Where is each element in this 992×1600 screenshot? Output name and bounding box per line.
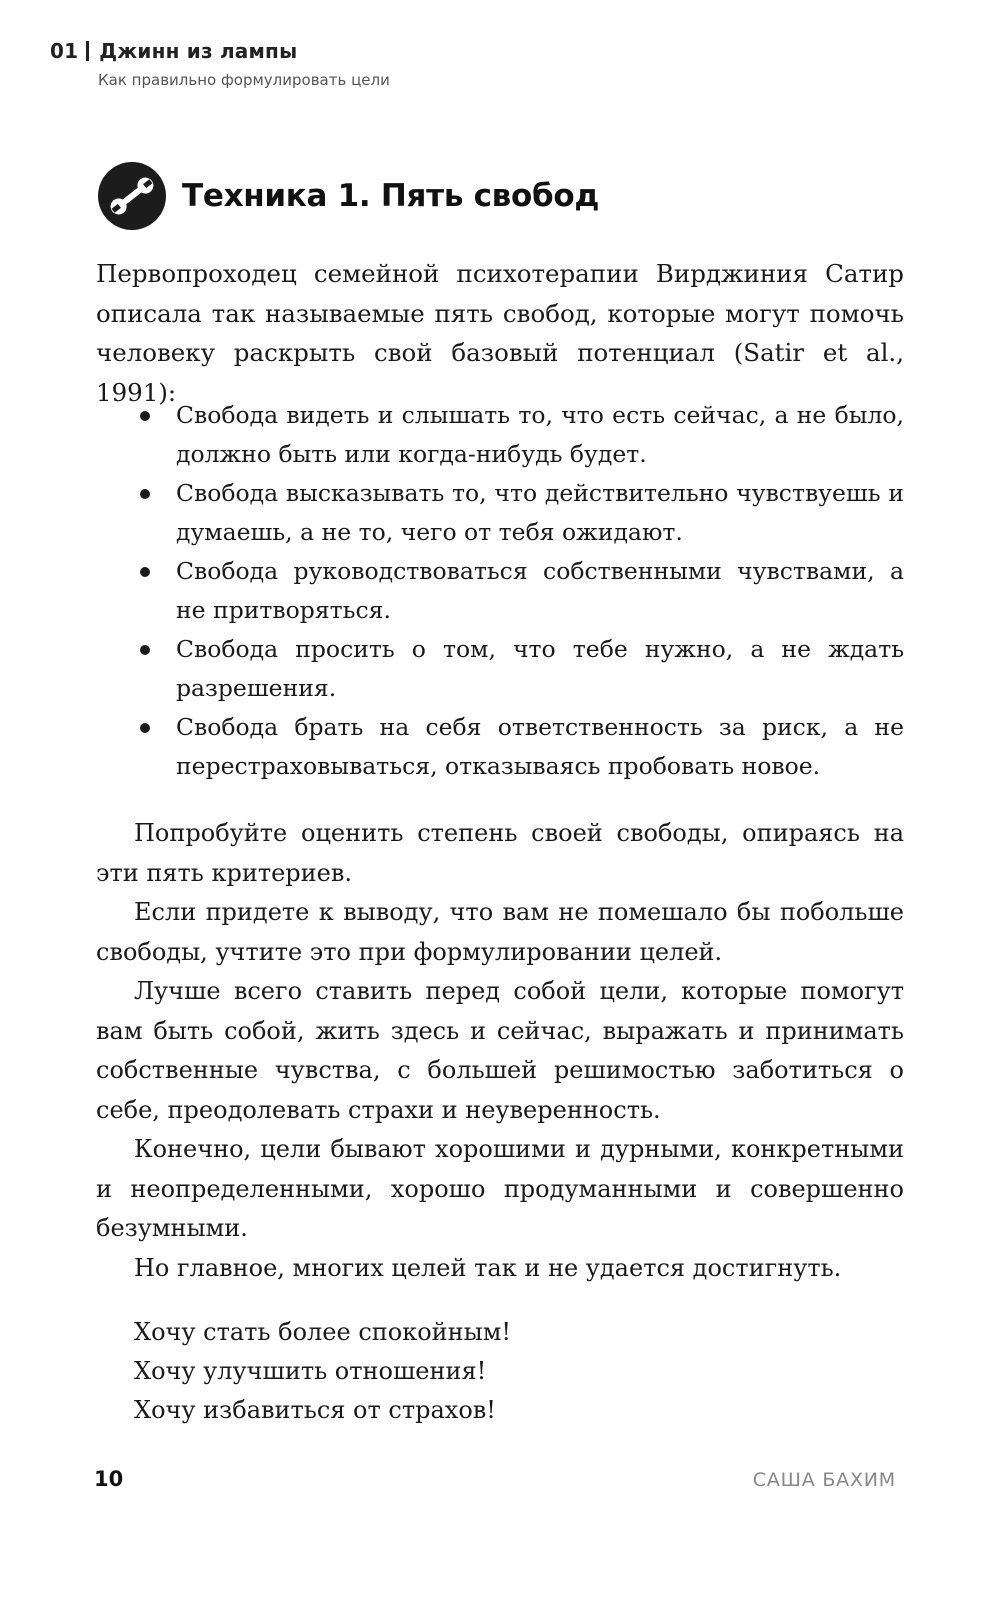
bullet-icon — [140, 411, 150, 421]
section-header — [98, 162, 599, 230]
freedoms-list — [96, 396, 904, 786]
exclamation-line: Хочу избавиться от страхов! — [134, 1396, 496, 1424]
chapter-number: 01 — [50, 39, 79, 63]
bullet-icon — [140, 489, 150, 499]
exclamation-line: Хочу улучшить отношения! — [134, 1357, 487, 1385]
paragraph: Лучше всего ставить перед собой цели, которые помогут вам быть собой, жить здесь и сейчас, выражать и принимать собственные чувства, с большей решимостью заботиться о себе, преодолевать страхи и неуверенность. — [96, 977, 904, 1124]
list-item-text: Свобода руководствоваться собственными чувствами, а не притворяться. — [176, 557, 904, 624]
list-item-text: Свобода просить о том, что тебе нужно, а не ждать разрешения. — [176, 635, 904, 702]
exclamation-line: Хочу стать более спокойным! — [134, 1318, 512, 1346]
bullet-icon — [140, 645, 150, 655]
bullet-icon — [140, 567, 150, 577]
paragraph: Попробуйте оценить степень своей свободы, опираясь на эти пять критериев. — [96, 819, 904, 887]
page-number: 10 — [94, 1467, 124, 1491]
list-item — [96, 552, 904, 630]
intro-paragraph: Первопроходец семейной психотерапии Вирджиния Сатир описала так называемые пять свобод, которые могут помочь человеку раскрыть свой базовый потенциал (Satir et al., 1991): — [96, 259, 904, 407]
paragraph: Если придете к выводу, что вам не помешало бы побольше свободы, учтите это при формулировании целей. — [96, 898, 904, 966]
section-title: Техника 1. Пять свобод — [182, 178, 600, 214]
author-name: САША БАХИМ — [752, 1469, 896, 1491]
bullet-icon — [140, 723, 150, 733]
list-item-text: Свобода видеть и слышать то, что есть сейчас, а не было, должно быть или когда-нибудь будет. — [176, 401, 904, 468]
list-item — [96, 474, 904, 552]
chapter-subtitle: Как правильно формулировать цели — [98, 71, 390, 89]
list-item — [96, 630, 904, 708]
chapter-divider — [86, 41, 89, 61]
paragraph: Но главное, многих целей так и не удается достигнуть. — [134, 1253, 842, 1282]
list-item-text: Свобода высказывать то, что действительно чувствуешь и думаешь, а не то, чего от тебя ожидают. — [176, 479, 904, 546]
intro-block — [96, 254, 904, 412]
paragraph: Конечно, цели бывают хорошими и дурными, конкретными и неопределенными, хорошо продуманными и совершенно безумными. — [96, 1135, 904, 1242]
list-item — [96, 396, 904, 474]
list-item — [96, 708, 904, 786]
running-head — [50, 38, 390, 90]
body-paragraphs — [96, 814, 904, 1288]
list-item-text: Свобода брать на себя ответственность за риск, а не перестраховываться, отказываясь пробовать новое. — [176, 713, 904, 780]
exclamations-block — [134, 1313, 942, 1430]
chapter-title: Джинн из лампы — [99, 39, 298, 63]
wrench-icon — [98, 162, 166, 230]
chapter-heading — [50, 38, 390, 64]
